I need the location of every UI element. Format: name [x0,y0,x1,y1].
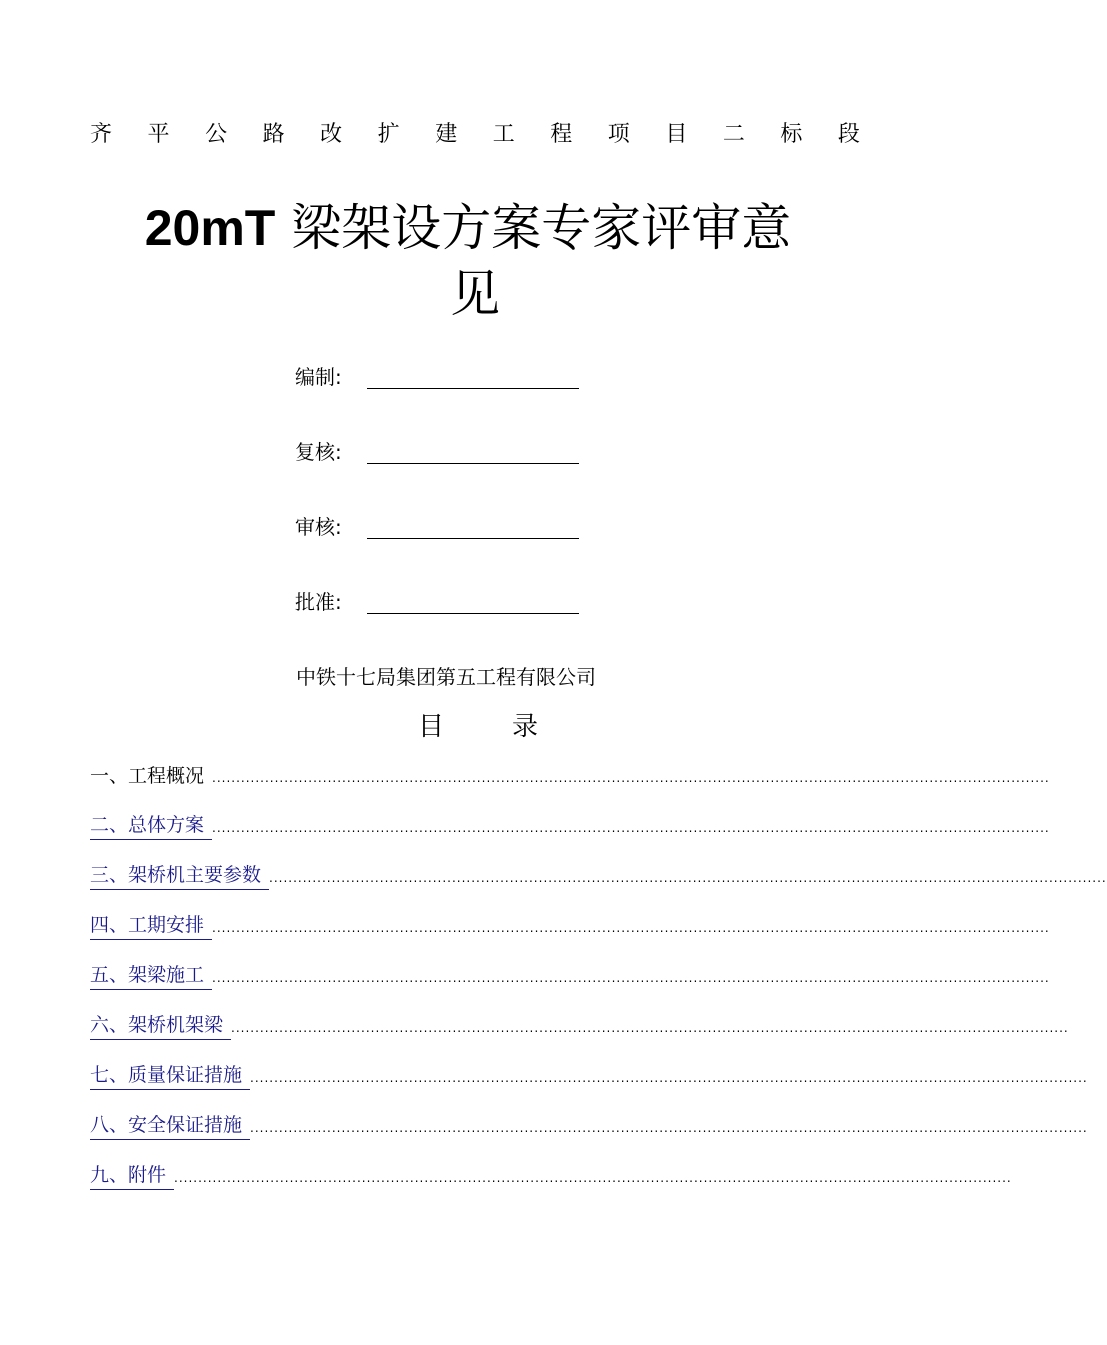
toc-title [418,710,538,744]
toc-item-appendix[interactable] [90,1160,1012,1190]
toc-item-label: 六、架桥机架梁 [90,1011,231,1040]
toc-leader-dots: .............................................................................................................................................................................. [250,1071,1088,1085]
toc-title-char: 录 [511,712,538,742]
toc-item-schedule[interactable] [90,910,1050,940]
toc-item-label: 一、工程概况 [90,765,205,787]
recheck-label: 复核: [295,439,342,464]
title-line-2: 见 [450,265,500,323]
header-char: 程 [550,122,573,147]
toc-leader-dots: .............................................................................................................................................................................. [231,1021,1069,1035]
toc-item-safety[interactable] [90,1110,1088,1140]
approve-signature-line [367,587,579,614]
review-signature-line [367,512,579,539]
header-char: 平 [147,122,170,147]
approve-label: 批准: [295,589,342,614]
company-name: 中铁十七局集团第五工程有限公司 [296,665,596,689]
header-char: 项 [607,122,630,147]
signature-row-compile [295,360,579,390]
compile-label: 编制: [295,364,342,389]
toc-item-label: 八、安全保证措施 [90,1111,250,1140]
toc-item-label: 二、总体方案 [90,811,212,840]
toc-leader-dots: .............................................................................................................................................................................. [212,921,1050,935]
header-char: 工 [492,122,515,147]
review-label: 审核: [295,514,342,539]
signature-row-approve [295,585,579,615]
signature-row-recheck [295,435,579,465]
header-char: 齐 [90,122,113,147]
header-char: 路 [262,122,285,147]
title-line-1 [60,195,890,261]
toc-item-label: 五、架梁施工 [90,961,212,990]
toc-item-machine-erection[interactable] [90,1010,1069,1040]
title-text: 梁架设方案专家评审意 [291,199,792,257]
project-header [90,120,860,150]
signature-row-review [295,510,579,540]
toc-item-label: 七、质量保证措施 [90,1061,250,1090]
header-char: 建 [435,122,458,147]
toc-item-machine-params[interactable] [90,860,1107,890]
toc-item-label: 九、附件 [90,1161,174,1190]
header-char: 改 [320,122,343,147]
toc-leader-dots: .............................................................................................................................................................................. [212,971,1050,985]
title-prefix: 20mT [144,200,276,256]
header-char: 标 [780,122,803,147]
header-char: 目 [665,122,688,147]
toc-item-label: 三、架桥机主要参数 [90,861,269,890]
recheck-signature-line [367,437,579,464]
toc-item-overview[interactable] [90,760,1050,790]
toc-leader-dots: .............................................................................................................................................................................. [250,1121,1088,1135]
toc-item-quality[interactable] [90,1060,1088,1090]
toc-leader-dots: .............................................................................................................................................................................. [212,771,1050,785]
toc-title-char: 目 [418,712,445,742]
header-char: 公 [205,122,228,147]
toc-item-general-plan[interactable] [90,810,1050,840]
toc-leader-dots: .............................................................................................................................................................................. [269,871,1107,885]
compile-signature-line [367,362,579,389]
header-char: 二 [722,122,745,147]
toc-item-label: 四、工期安排 [90,911,212,940]
toc-leader-dots: .............................................................................................................................................................................. [174,1171,1012,1185]
document-title [60,195,890,327]
header-char: 段 [837,122,860,147]
toc-item-erection[interactable] [90,960,1050,990]
toc-leader-dots: .............................................................................................................................................................................. [212,821,1050,835]
header-char: 扩 [377,122,400,147]
